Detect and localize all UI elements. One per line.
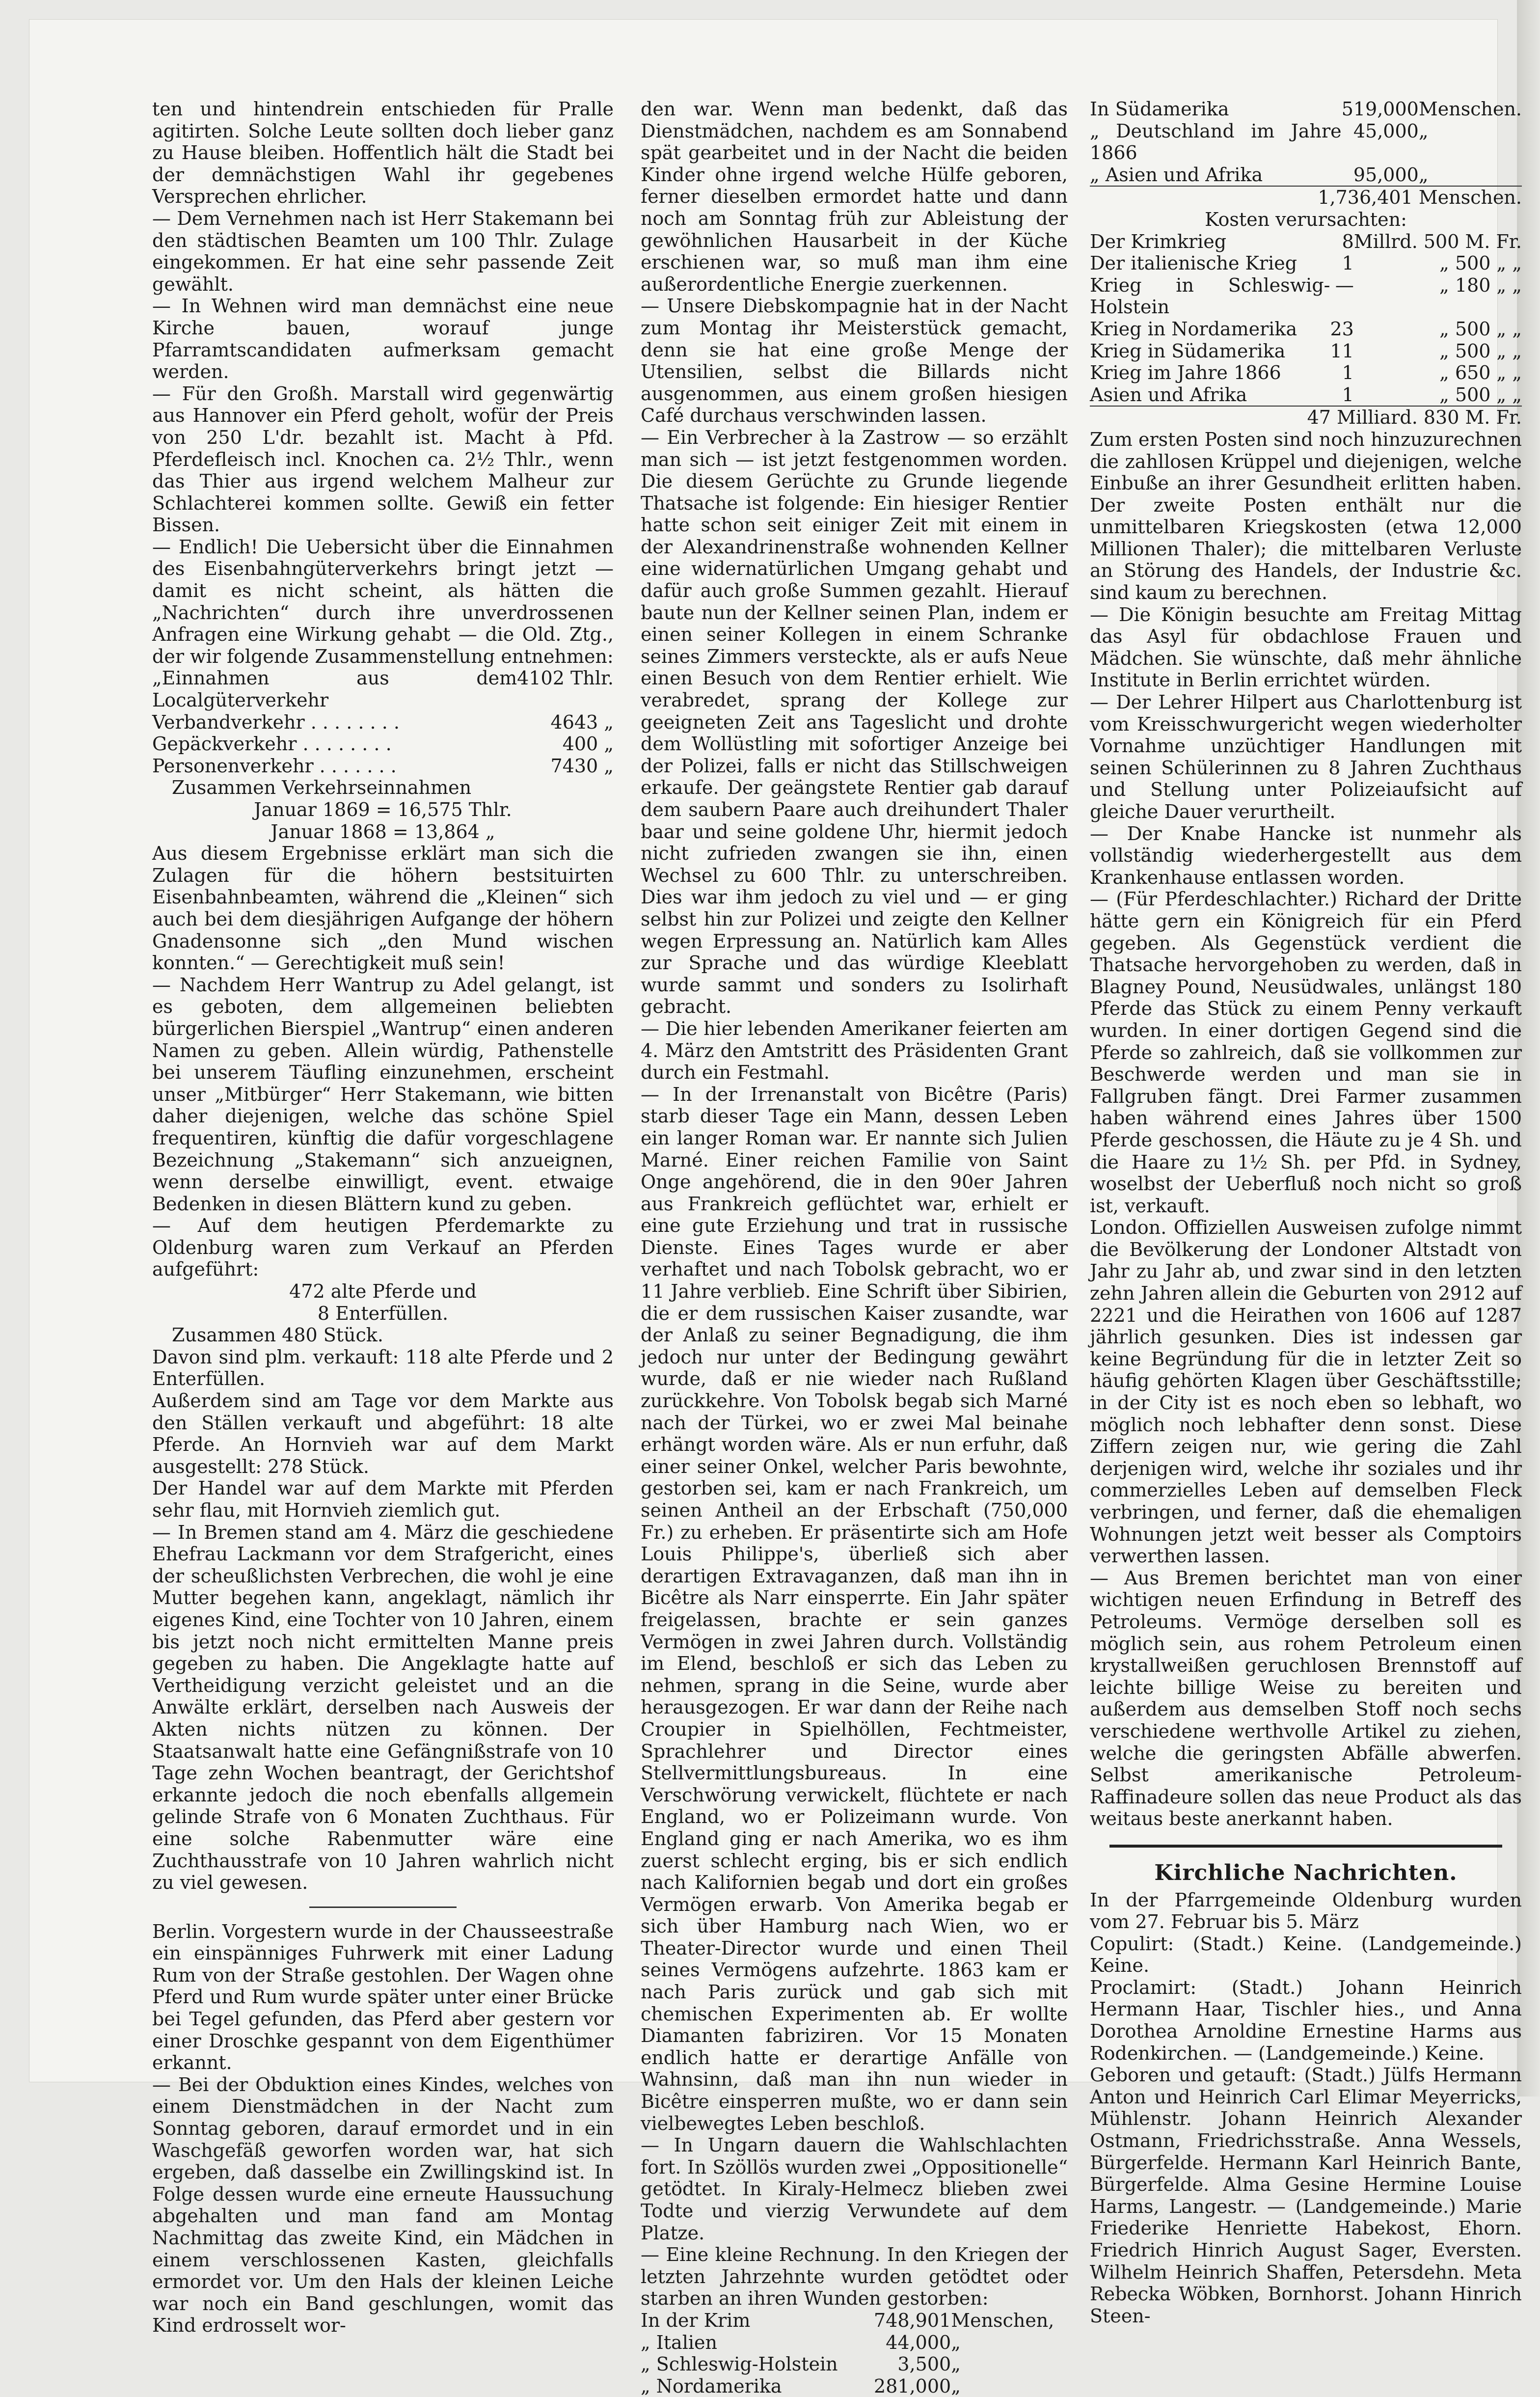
row-label: Der italienische Krieg: [1090, 252, 1297, 274]
row-value: 95,000: [1353, 163, 1419, 186]
article-paragraph: Außerdem sind am Tage vor dem Markte aus den Ställen verkauft und abgeführt: 18 alte Pferde. An Hornvieh war auf dem Markt ausgestellt: 278 Stück.: [152, 1390, 614, 1477]
row-label: Krieg in Schleswig-Holstein: [1090, 274, 1330, 318]
article-paragraph: — Dem Vernehmen nach ist Herr Stakemann bei den städtischen Beamten um 100 Thlr. Zulage eingekommen. Er hat eine sehr passende Zeit gewählt.: [152, 207, 614, 295]
church-paragraph: Proclamirt: (Stadt.) Johann Heinrich Hermann Haar, Tischler hies., und Anna Dorothea Arnoldine Ernestine Harms aus Rodenkirchen. — (Landgemeinde.) Keine.: [1090, 1976, 1522, 2064]
table-row: [641, 2353, 1068, 2375]
table-row: [1090, 362, 1522, 384]
row-value: 748,901: [874, 2309, 951, 2331]
row-value: 400 „: [562, 733, 614, 755]
row-unit: Millrd. 500 M. Fr.: [1353, 230, 1522, 252]
article-paragraph: — Für den Großh. Marstall wird gegenwärtig aus Hannover ein Pferd geholt, wofür der Preis von 250 L'dr. bezahlt ist. Macht à Pfd. Pferdefleisch incl. Knochen ca. 2½ Thlr., wenn das Thier aus irgend welchem Malheur zur Schlachterei kommen sollte. Gewiß ein fetter Bissen.: [152, 382, 614, 536]
row-value: 8: [1342, 230, 1354, 252]
table-row: [1090, 274, 1522, 318]
war-deaths-table: [641, 2310, 1068, 2397]
row-label: Gepäckverkehr . . . . . . . .: [152, 733, 392, 755]
row-unit: Menschen.: [1418, 98, 1522, 120]
row-unit: „ 180 „ „: [1439, 274, 1522, 296]
income-table: [152, 667, 614, 777]
row-label: „ Asien und Afrika: [1090, 163, 1263, 186]
column-1: [152, 98, 614, 2337]
row-label: In Südamerika: [1090, 98, 1229, 120]
row-value: 4102 Thlr.: [517, 667, 614, 689]
section-divider: [1109, 1845, 1502, 1848]
article-paragraph: — In Ungarn dauern die Wahlschlachten fort. In Szöllös wurden zwei „Oppositionelle“ getödtet. In Kiraly-Helmecz blieben zwei Todte und vierzig Verwundete auf dem Platze.: [641, 2134, 1068, 2244]
table-row: [1090, 120, 1522, 164]
table-row: [152, 711, 614, 734]
war-total: 1,736,401 Menschen.: [1090, 186, 1522, 209]
row-label: Personenverkehr . . . . . . .: [152, 755, 397, 777]
article-paragraph: Aus diesem Ergebnisse erklärt man sich die Zulagen für die höhern bestsituirten Eisenbahnbeamten, während die „Kleinen“ sich auch bei dem diesjährigen Aufgange der höhern Gnadensonne sich „den Mund wischen konnten.“ — Gerechtigkeit muß sein!: [152, 843, 614, 974]
church-paragraph: Geboren und getauft: (Stadt.) Jülfs Hermann Anton und Heinrich Carl Elimar Meyerricks, Mühlenstr. Johann Heinrich Alexander Ostmann, Friedrichsstraße. Anna Wessels, Bürgerfelde. Hermann Karl Heinrich Bante, Bürgerfelde. Alma Gesine Hermine Louise Harms, Langestr. — (Landgemeinde.) Marie Friederike Henriette Habekost, Ehorn. Friedrich Hinrich August Sager, Eversten. Wilhelm Heinrich Shaffen, Petersdehn. Meta Rebecka Wöbken, Bornhorst. Johann Hinrich Steen-: [1090, 2064, 1522, 2327]
table-row: [1090, 98, 1522, 120]
article-paragraph: — Der Knabe Hancke ist nunmehr als vollständig wiederhergestellt aus dem Krankenhause entlassen worden.: [1090, 822, 1522, 888]
row-label: In der Krim: [641, 2309, 751, 2331]
article-paragraph: Davon sind plm. verkauft: 118 alte Pferde und 2 Enterfüllen.: [152, 1346, 614, 1390]
war-cost-table: [1090, 231, 1522, 406]
article-paragraph: — Auf dem heutigen Pferdemarkte zu Oldenburg waren zum Verkauf an Pferden aufgeführt:: [152, 1215, 614, 1280]
church-paragraph: In der Pfarrgemeinde Oldenburg wurden vom 27. Februar bis 5. März: [1090, 1889, 1522, 1933]
january-1868: Januar 1868 = 13,864 „: [270, 820, 495, 843]
row-unit: „: [951, 2353, 961, 2375]
church-paragraph: Copulirt: (Stadt.) Keine. (Landgemeinde.) Keine.: [1090, 1933, 1522, 1977]
january-1869: Januar 1869 = 16,575 Thlr.: [254, 799, 512, 820]
row-unit: „ 500 „ „: [1439, 383, 1522, 406]
row-unit: „ 500 „ „: [1439, 252, 1522, 274]
row-unit: „: [951, 2331, 961, 2353]
row-label: „ Schleswig-Holstein: [641, 2353, 838, 2375]
row-value: 1: [1342, 383, 1354, 406]
row-label: „ Italien: [641, 2331, 717, 2353]
cost-total: 47 Milliard. 830 M. Fr.: [1090, 406, 1522, 429]
article-paragraph: — Ein Verbrecher à la Zastrow — so erzählt man sich — ist jetzt festgenommen worden. Die diesem Gerüchte zu Grunde liegende Thatsache ist folgende: Ein hiesiger Rentier hatte schon seit einiger Zeit mit einem in der Alexandrinenstraße wohnenden Kellner eine widernatürlichen Umgang gehabt und dafür auch große Summen gezahlt. Hierauf baute nun der Kellner seinen Plan, indem er einen seiner Kollegen in einem Schranke seines Zimmers versteckte, als er aufs Neue einen Besuch von dem Rentier erhielt. Wie verabredet, sprang der Kollege zur geeigneten Zeit ans Tageslicht und drohte dem Wollüstling mit sofortiger Anzeige bei der Polizei, falls er nicht das Stillschweigen erkaufe. Der geängstete Rentier gab darauf dem saubern Paare auch dreihundert Thaler baar und seine goldene Uhr, hiermit jedoch nicht zufrieden zwangen sie ihn, einen Wechsel zu 600 Thlr. zu unterschreiben. Dies war ihm jedoch zu viel und — er ging selbst hin zur Polizei und zeigte den Kellner wegen Erpressung an. Natürlich kam Alles zur Sprache und das würdige Kleeblatt wurde sammt und sonders zu Isolirhaft gebracht.: [641, 426, 1068, 1018]
horses-sum: Zusammen 480 Stück.: [172, 1324, 383, 1346]
article-paragraph: — Die hier lebenden Amerikaner feierten am 4. März den Amtstritt des Präsidenten Grant durch ein Festmahl.: [641, 1017, 1068, 1084]
row-unit: Menschen,: [951, 2309, 1054, 2331]
table-row: [152, 733, 614, 755]
table-row: [641, 2310, 1068, 2332]
row-label: Verbandverkehr . . . . . . . .: [152, 711, 400, 733]
table-row: [1090, 164, 1522, 186]
sum-label: Zusammen Verkehrseinnahmen: [172, 777, 472, 799]
row-unit: „ 500 „ „: [1439, 318, 1522, 340]
row-label: Der Krimkrieg: [1090, 230, 1227, 252]
row-value: 44,000: [886, 2331, 951, 2353]
article-paragraph: Berlin. Vorgestern wurde in der Chausseestraße ein einspänniges Fuhrwerk mit einer Ladung Rum von der Straße gestohlen. Der Wagen ohne Pferd und Rum wurde später unter einer Brücke bei Tegel gefunden, das Pferd aber gestern vor einer Droschke gespannt von dem Eigenthümer erkannt.: [152, 1920, 614, 2074]
row-value: 7430 „: [550, 755, 614, 777]
table-row: [1090, 231, 1522, 253]
row-unit: „: [1418, 120, 1429, 142]
row-unit: „ 500 „ „: [1439, 340, 1522, 362]
article-paragraph: Zum ersten Posten sind noch hinzuzurechnen die zahllosen Krüppel und diejenigen, welche Einbuße an ihrer Gesundheit erlitten haben. Der zweite Posten enthält nur die unmittelbaren Kriegskosten (etwa 12,000 Millionen Thaler); die mittelbaren Verluste an Störung des Handels, der Industrie &c. sind kaum zu berechnen.: [1090, 428, 1522, 604]
newspaper-page: [29, 20, 1522, 2397]
article-paragraph: London. Offiziellen Ausweisen zufolge nimmt die Bevölkerung der Londoner Altstadt von Jahr zu Jahr ab, und zwar sind in den letzten zehn Jahren allein die Geburten von 2912 auf 2221 und die Heirathen von 1606 auf 1287 jährlich gesunken. Dies ist indessen gar keine Begründung für die in letzter Zeit so häufig gehörten Klagen über Geschäftsstille; in der City ist es noch eben so lebhaft, wo möglich noch lebhafter denn sonst. Diese Ziffern zeigen nur, wie gering die Zahl derjenigen wird, welche ihr soziales und ihr commerzielles Leben auf demselben Fleck verbringen, und ferner, daß die ehemaligen Wohnungen jetzt weit besser als Comptoirs verwerthen lassen.: [1090, 1217, 1522, 1567]
article-paragraph: — Eine kleine Rechnung. In den Kriegen der letzten Jahrzehnte wurden getödtet oder starben an ihren Wunden gestorben:: [641, 2244, 1068, 2310]
table-row: [1090, 340, 1522, 362]
row-value: 23: [1330, 318, 1354, 340]
war-deaths-table-continued: [1090, 98, 1522, 186]
article-paragraph: — Aus Bremen berichtet man von einer wichtigen neuen Erfindung in Betreff des Petroleums. Vermöge derselben soll es möglich sein, aus rohem Petroleum einen krystallweißen geruchlosen Brennstoff auf leichte billige Weise zu bereiten und außerdem aus demselben Stoff noch sechs verschiedene werthvolle Artikel zu ziehen, welche die geringsten Abfälle abwerfen. Selbst amerikanische Petroleum-Raffinadeure sollen das neue Product als das weitaus beste anerkannt haben.: [1090, 1567, 1522, 1830]
section-divider: [309, 1907, 457, 1908]
row-unit: „ 650 „ „: [1439, 362, 1522, 384]
article-paragraph: — (Für Pferdeschlachter.) Richard der Dritte hätte gern ein Königreich für ein Pferd gegeben. Als Gegenstück verdient die Thatsache hervorgehoben zu werden, daß in Blagney Pound, Neusüdwales, unlängst 180 Pferde das Stück zu einem Penny verkauft wurden. In einer dortigen Gegend sind die Pferde so zahlreich, daß sie vollkommen zur Beschwerde werden und man sie in Fallgruben fängt. Drei Farmer zusammen haben während eines Jahres über 1500 Pferde geschossen, die Häute zu je 4 Sh. und die Haare zu 1½ Sh. per Pfd. in Sydney, woselbst der Ueberfluß noch nicht so groß ist, verkauft.: [1090, 888, 1522, 1217]
row-value: 4643 „: [550, 711, 614, 733]
row-value: —: [1335, 274, 1354, 296]
row-label: „ Deutschland im Jahre 1866: [1090, 120, 1342, 164]
table-row: [1090, 252, 1522, 274]
row-value: 519,000: [1341, 98, 1419, 120]
article-paragraph: — In Wehnen wird man demnächst eine neue Kirche bauen, worauf junge Pfarramtscandidaten aufmerksam gemacht werden.: [152, 295, 614, 383]
horses-line: 8 Enterfüllen.: [317, 1302, 449, 1324]
table-row: [1090, 384, 1522, 406]
article-paragraph: — Nachdem Herr Wantrup zu Adel gelangt, ist es geboten, dem allgemeinen beliebten bürgerlichen Bierspiel „Wantrup“ einen anderen Namen zu geben. Allein würdig, Pathenstelle bei unserem Täufling einzunehmen, erscheint unser „Mitbürger“ Herr Stakemann, wie bitten daher diejenigen, welche das schöne Spiel frequentiren, künftig die dafür vorgeschlagene Bezeichnung „Stakemann“ sich anzueignen, wenn derselbe einwilligt, event. etwaige Bedenken in diesen Blättern kund zu geben.: [152, 974, 614, 1215]
row-unit: „: [1418, 163, 1429, 186]
row-value: 11: [1330, 340, 1354, 362]
table-row: [1090, 318, 1522, 340]
row-value: 1: [1342, 362, 1354, 384]
column-3: [1090, 98, 1522, 2327]
row-value: 45,000: [1353, 120, 1419, 142]
row-unit: „: [951, 2375, 961, 2397]
row-label: „Einnahmen aus dem Localgüterverkehr: [152, 667, 517, 711]
row-label: Krieg im Jahre 1866: [1090, 362, 1281, 384]
row-label: Krieg in Südamerika: [1090, 340, 1286, 362]
article-paragraph: ten und hintendrein entschieden für Pralle agitirten. Solche Leute sollten doch lieber ganz zu Hause bleiben. Hoffentlich hält die Stadt bei der demnächstigen Wahl ihr gegebenes Versprechen ehrlicher.: [152, 98, 614, 208]
horses-line: 472 alte Pferde und: [289, 1280, 477, 1303]
article-paragraph: — Die Königin besuchte am Freitag Mittag das Asyl für obdachlose Frauen und Mädchen. Sie wünschte, daß mehr ähnliche Institute in Berlin errichtet würden.: [1090, 603, 1522, 691]
row-label: „ Nordamerika: [641, 2375, 782, 2397]
row-value: 1: [1342, 252, 1354, 274]
article-paragraph: — Endlich! Die Uebersicht über die Einnahmen des Eisenbahngüterverkehrs bringt jetzt — damit es nicht scheint, als hätten die „Nachrichten“ durch ihre unverdrossenen Anfragen eine Wirkung gehabt — die Old. Ztg., der wir folgende Zusammenstellung entnehmen:: [152, 536, 614, 667]
row-value: 281,000: [874, 2375, 951, 2397]
row-label: Krieg in Nordamerika: [1090, 318, 1297, 340]
article-paragraph: — In der Irrenanstalt von Bicêtre (Paris) starb dieser Tage ein Mann, dessen Leben ein langer Roman war. Er nannte sich Julien Marné. Einer reichen Familie von Saint Onge angehörend, die in den 90er Jahren aus Frankreich geflüchtet war, erhielt er eine gute Erziehung und trat in russische Dienste. Eines Tages wurde er aber verhaftet und nach Tobolsk gebracht, wo er 11 Jahre verblieb. Eine Schrift über Sibirien, die er dem russischen Kaiser zusandte, war der Anlaß zu seiner Begnadigung, die ihm jedoch nur unter der Bedingung gewährt wurde, daß er nie wieder nach Rußland zurückkehre. Von Tobolsk begab sich Marné nach der Türkei, wo er zwei Mal beinahe erhängt worden wäre. Als er nun erfuhr, daß einer seiner Onkel, welcher Paris bewohnte, gestorben sei, kam er nach Frankreich, um seinen Antheil an der Erbschaft (750,000 Fr.) zu erheben. Er präsentirte sich am Hofe Louis Philippe's, überließ sich aber derartigen Extravaganzen, daß man ihn in Bicêtre als Narr einsperrte. Ein Jahr später freigelassen, brachte er sein ganzes Vermögen in zwei Jahren durch. Vollständig im Elend, beschloß er sich das Leben zu nehmen, sprang in die Seine, wurde aber herausgezogen. Er war dann der Reihe nach Croupier in Spielhöllen, Fechtmeister, Sprachlehrer und Director eines Stellvermittlungsbureaus. In eine Verschwörung verwickelt, flüchtete er nach England, wo er Polizeimann wurde. Von England ging er nach Amerika, wo es ihm zuerst schlecht erging, bis er sich endlich nach Kalifornien begab und dort ein großes Vermögen erwarb. Von Amerika begab er sich über Hamburg nach Wien, wo er Theater-Director wurde und einen Theil seines Vermögens aufzehrte. 1863 kam er nach Paris zurück und gab sich mit chemischen Experimenten ab. Er wollte Diamanten fabriziren. Vor 15 Monaten endlich hatte er derartige Anfälle von Wahnsinn, daß man ihn nun wieder in Bicêtre einsperren mußte, wo er dann sein vielbewegtes Leben beschloß.: [641, 1083, 1068, 2134]
cost-heading: Kosten verursachten:: [1205, 208, 1407, 230]
table-row: [152, 755, 614, 777]
table-row: [641, 2332, 1068, 2354]
article-paragraph: Der Handel war auf dem Markte mit Pferden sehr flau, mit Hornvieh ziemlich gut.: [152, 1477, 614, 1521]
article-paragraph: — Der Lehrer Hilpert aus Charlottenburg ist vom Kreisschwurgericht wegen wiederholter Vornahme unzüchtiger Handlungen mit seinen Schülerinnen zu 8 Jahren Zuchthaus und Stellung unter Polizeiaufsicht auf gleiche Dauer verurtheilt.: [1090, 691, 1522, 822]
article-paragraph: — Bei der Obduktion eines Kindes, welches von einem Dienstmädchen in der Nacht zum Sonntag geboren, darauf ermordet und in ein Waschgefäß geworfen worden war, hat sich ergeben, daß dasselbe ein Zwillingskind ist. In Folge dessen wurde eine erneute Haussuchung abgehalten und man fand am Montag Nachmittag das zweite Kind, ein Mädchen in einem verschlossenen Kasten, gleichfalls ermordet vor. Um den Hals der kleinen Leiche war noch ein Band geschlungen, womit das Kind erdrosselt wor-: [152, 2073, 614, 2337]
row-value: 3,500: [897, 2353, 951, 2375]
article-paragraph: den war. Wenn man bedenkt, daß das Dienstmädchen, nachdem es am Sonnabend spät gearbeitet und in der Nacht die beiden Kinder ohne irgend welche Hülfe geboren, ferner dieselben ermordet hatte und dann noch am Sonntag früh zur Ableistung der gewöhnlichen Hausarbeit in der Küche erschienen war, so muß man ihm eine außerordentliche Energie zuerkennen.: [641, 98, 1068, 295]
table-row: [152, 667, 614, 711]
row-label: Asien und Afrika: [1090, 383, 1247, 406]
column-2: [641, 98, 1068, 2397]
article-paragraph: — Unsere Diebskompagnie hat in der Nacht zum Montag ihr Meisterstück gemacht, denn sie hat eine große Menge der Utensilien, selbst die Billards nicht ausgenommen, aus einem großen hiesigen Café durchaus verschwinden lassen.: [641, 295, 1068, 427]
article-paragraph: — In Bremen stand am 4. März die geschiedene Ehefrau Lackmann vor dem Strafgericht, eines der scheußlichsten Verbrechen, die wohl je eine Mutter begehen kann, angeklagt, nämlich ihr eigenes Kind, eine Tochter von 10 Jahren, einem bis jetzt noch nicht ermittelten Manne preis gegeben zu haben. Die Angeklagte hatte auf Vertheidigung verzicht geleistet und an die Anwälte erklärt, derselben nach Ausweis der Akten nichts nützen zu können. Der Staatsanwalt hatte eine Gefängnißstrafe von 10 Tage zehn Wochen beantragt, der Gerichtshof erkannte jedoch die noch ebenfalls allgemein gelinde Strafe von 6 Monaten Zuchthaus. Für eine solche Rabenmutter wäre eine Zuchthausstrafe von 10 Jahren wahrlich nicht zu viel gewesen.: [152, 1521, 614, 1894]
table-row: [641, 2375, 1068, 2397]
church-news-title: Kirchliche Nachrichten.: [1154, 1860, 1458, 1885]
